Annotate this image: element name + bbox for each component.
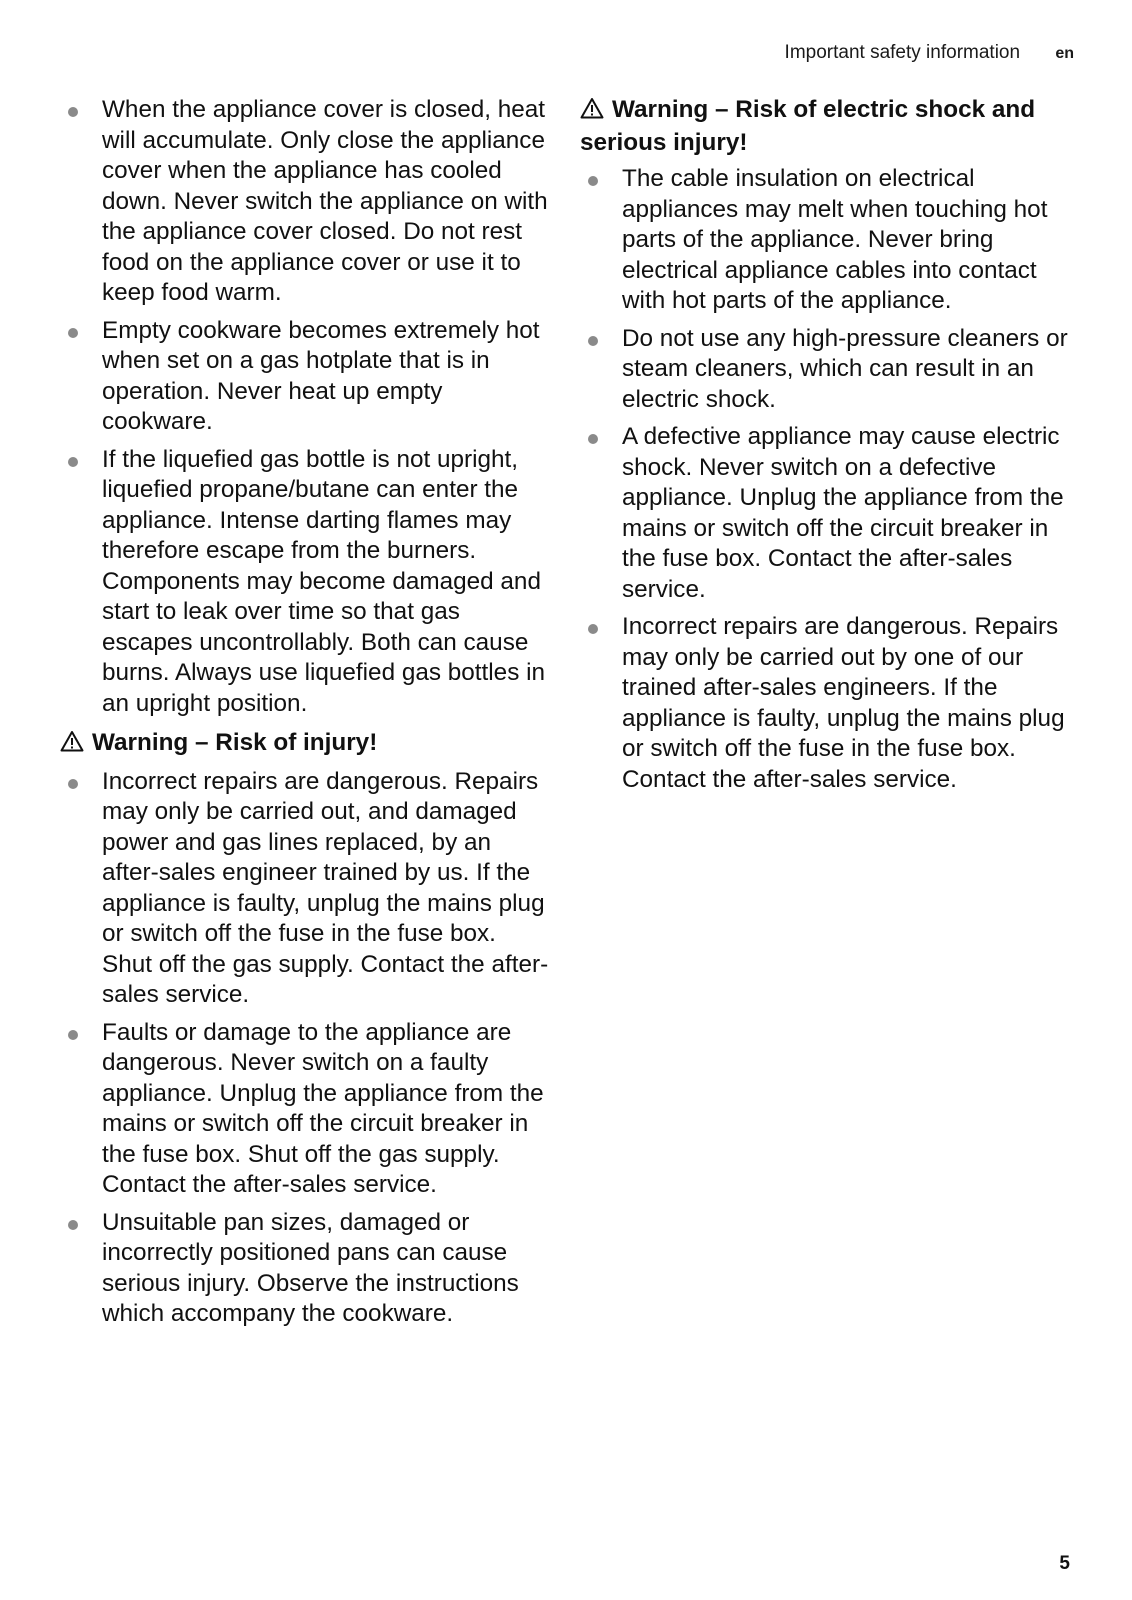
bullet-icon	[68, 1220, 78, 1230]
page-number: 5	[1059, 1553, 1070, 1574]
list-item: Incorrect repairs are dangerous. Repairs may only be carried out by one of our trained after-sales engineers. If the appliance is faulty, unplug the mains plug or switch off the fuse in the fuse box. Contact the after-sales service.	[580, 612, 1080, 795]
list-item: The cable insulation on electrical appliances may melt when touching hot parts of the appliance. Never bring electrical appliance cables into contact with hot parts of the appliance.	[580, 164, 1080, 317]
bullet-icon	[68, 328, 78, 338]
bullet-list	[60, 95, 550, 719]
list-item: When the appliance cover is closed, heat will accumulate. Only close the appliance cover when the appliance has cooled down. Never switch the appliance on with the appliance cover closed. Do not rest food on the appliance cover or use it to keep food warm.	[60, 95, 550, 309]
bullet-icon	[68, 779, 78, 789]
list-item: Faults or damage to the appliance are dangerous. Never switch on a faulty appliance. Unplug the appliance from the mains or switch off the circuit breaker in the fuse box. Shut off the gas supply. Contact the after-sales service.	[60, 1018, 550, 1201]
list-item: A defective appliance may cause electric shock. Never switch on a defective appliance. Unplug the appliance from the mains or switch off the circuit breaker in the fuse box. Contact the after-sales service.	[580, 422, 1080, 605]
left-column	[60, 95, 550, 1337]
bullet-icon	[588, 434, 598, 444]
list-item: If the liquefied gas bottle is not upright, liquefied propane/butane can enter the appliance. Intense darting flames may therefore escape from the burners. Components may become damaged and start to leak over time so that gas escapes uncontrollably. Both can cause burns. Always use liquefied gas bottles in an upright position.	[60, 445, 550, 720]
language-code: en	[1055, 45, 1074, 62]
list-item: Do not use any high-pressure cleaners or steam cleaners, which can result in an electric shock.	[580, 324, 1080, 416]
bullet-icon	[68, 1030, 78, 1040]
bullet-list	[580, 164, 1080, 795]
warning-heading-injury: Warning – Risk of injury!	[60, 728, 550, 761]
warning-triangle-icon	[580, 97, 604, 128]
list-item: Empty cookware becomes extremely hot when set on a gas hotplate that is in operation. Never heat up empty cookware.	[60, 316, 550, 438]
list-item: Incorrect repairs are dangerous. Repairs may only be carried out, and damaged power and gas lines replaced, by an after-sales engineer trained by us. If the appliance is faulty, unplug the mains plug or switch off the fuse in the fuse box. Shut off the gas supply. Contact the after-sales service.	[60, 767, 550, 1011]
right-column	[580, 95, 1080, 802]
bullet-icon	[68, 107, 78, 117]
section-title: Important safety information	[784, 42, 1021, 63]
bullet-list	[60, 767, 550, 1330]
bullet-icon	[588, 336, 598, 346]
bullet-icon	[68, 457, 78, 467]
bullet-icon	[588, 624, 598, 634]
page-header	[785, 42, 1074, 64]
warning-triangle-icon	[60, 730, 84, 761]
warning-heading-electric-shock: Warning – Risk of electric shock and serious injury!	[580, 96, 1036, 156]
bullet-icon	[588, 176, 598, 186]
list-item: Unsuitable pan sizes, damaged or incorrectly positioned pans can cause serious injury. Observe the instructions which accompany the cookware.	[60, 1208, 550, 1330]
